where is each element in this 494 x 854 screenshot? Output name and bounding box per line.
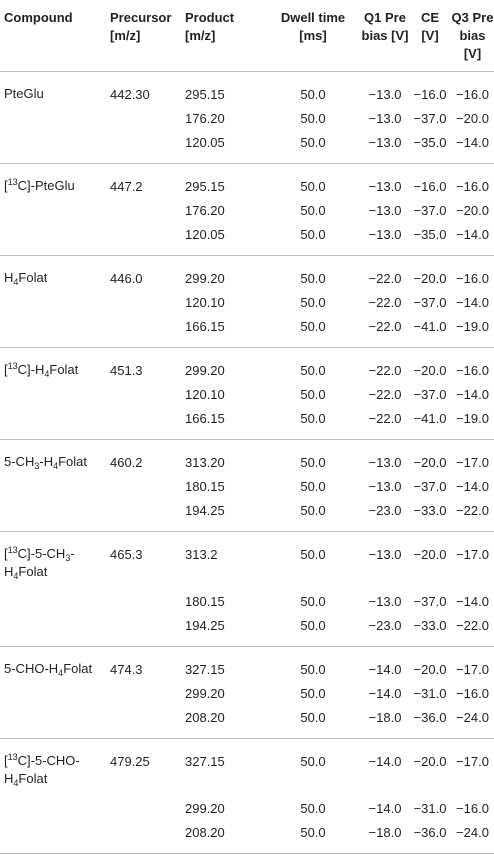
product-cell: 194.25 (185, 503, 225, 518)
header-q3-pre-bias: Q3 Pre bias [V] (451, 10, 494, 61)
dwell-time-cell: 50.0 (300, 387, 326, 402)
product-cell: 166.15 (185, 411, 225, 426)
product-cell: 313.2 (185, 547, 218, 562)
compound-cell: PteGlu (4, 86, 44, 101)
precursor-cell: 479.25 (110, 754, 150, 769)
precursor-cell (110, 225, 185, 256)
ce-cell: −37.0 (413, 594, 447, 609)
compound-cell (0, 708, 110, 739)
q1-pre-bias-cell: −13.0 (368, 87, 402, 102)
product-cell: 327.15 (185, 754, 225, 769)
ce-cell: −41.0 (413, 319, 447, 334)
ce-cell: −37.0 (413, 111, 447, 126)
compound-cell: $[^{13}C]-5-CH_3-$ $H_4Folat$ (4, 545, 75, 581)
q1-pre-bias-cell: −13.0 (368, 203, 402, 218)
product-cell: 120.10 (185, 387, 225, 402)
dwell-time-cell: 50.0 (300, 801, 326, 816)
q1-pre-bias-cell: −14.0 (368, 801, 402, 816)
precursor-cell (110, 823, 185, 854)
precursor-cell: 460.2 (110, 455, 143, 470)
dwell-time-cell: 50.0 (300, 594, 326, 609)
compound-cell (0, 477, 110, 501)
product-cell: 180.15 (185, 479, 225, 494)
q3-pre-bias-cell: −14.0 (456, 479, 489, 494)
dwell-time-cell: 50.0 (300, 179, 326, 194)
dwell-time-cell: 50.0 (300, 710, 326, 725)
ce-cell: −37.0 (413, 203, 447, 218)
ce-cell: −20.0 (413, 754, 447, 769)
dwell-time-cell: 50.0 (300, 227, 326, 242)
q3-pre-bias-cell: −16.0 (456, 363, 489, 378)
ce-cell: −41.0 (413, 411, 447, 426)
product-cell: 208.20 (185, 710, 225, 725)
q1-pre-bias-cell: −22.0 (368, 363, 402, 378)
compound-cell (0, 109, 110, 133)
q1-pre-bias-cell: −14.0 (368, 662, 402, 677)
q1-pre-bias-cell: −14.0 (368, 754, 402, 769)
precursor-cell (110, 501, 185, 532)
q3-pre-bias-cell: −20.0 (456, 111, 489, 126)
q3-pre-bias-cell: −14.0 (456, 387, 489, 402)
product-cell: 120.10 (185, 295, 225, 310)
dwell-time-cell: 50.0 (300, 547, 326, 562)
precursor-cell (110, 385, 185, 409)
dwell-time-cell: 50.0 (300, 455, 326, 470)
table-row (0, 256, 494, 294)
q1-pre-bias-cell: −22.0 (368, 271, 402, 286)
table-row (0, 501, 494, 532)
product-cell: 295.15 (185, 87, 225, 102)
precursor-cell (110, 201, 185, 225)
compound-group (0, 348, 494, 440)
table-row (0, 684, 494, 708)
dwell-time-cell: 50.0 (300, 135, 326, 150)
product-cell: 313.20 (185, 455, 225, 470)
compound-cell (0, 823, 110, 854)
dwell-time-cell: 50.0 (300, 686, 326, 701)
compound-cell (0, 684, 110, 708)
table-row (0, 440, 494, 478)
precursor-cell (110, 409, 185, 440)
product-cell: 180.15 (185, 594, 225, 609)
dwell-time-cell: 50.0 (300, 203, 326, 218)
q3-pre-bias-cell: −20.0 (456, 203, 489, 218)
dwell-time-cell: 50.0 (300, 87, 326, 102)
q3-pre-bias-cell: −16.0 (456, 271, 489, 286)
q1-pre-bias-cell: −13.0 (368, 547, 402, 562)
ce-cell: −35.0 (413, 227, 447, 242)
table-row (0, 739, 494, 800)
table-row (0, 799, 494, 823)
q1-pre-bias-cell: −23.0 (368, 618, 402, 633)
ce-cell: −31.0 (413, 801, 447, 816)
compound-cell (0, 385, 110, 409)
product-cell: 166.15 (185, 319, 225, 334)
ce-cell: −33.0 (413, 618, 447, 633)
compound-cell (0, 592, 110, 616)
table-row (0, 823, 494, 854)
precursor-cell: 474.3 (110, 662, 143, 677)
compound-cell (0, 409, 110, 440)
precursor-cell (110, 477, 185, 501)
product-cell: 299.20 (185, 686, 225, 701)
compound-cell: $5-CH_3-H_4Folat$ (4, 454, 87, 471)
precursor-cell (110, 684, 185, 708)
table-row (0, 225, 494, 256)
q3-pre-bias-cell: −14.0 (456, 594, 489, 609)
dwell-time-cell: 50.0 (300, 503, 326, 518)
ce-cell: −31.0 (413, 686, 447, 701)
dwell-time-cell: 50.0 (300, 363, 326, 378)
q3-pre-bias-cell: −16.0 (456, 686, 489, 701)
product-cell: 327.15 (185, 662, 225, 677)
dwell-time-cell: 50.0 (300, 825, 326, 840)
dwell-time-cell: 50.0 (300, 295, 326, 310)
q3-pre-bias-cell: −22.0 (456, 618, 489, 633)
compound-cell (0, 799, 110, 823)
q3-pre-bias-cell: −16.0 (456, 801, 489, 816)
q3-pre-bias-cell: −14.0 (456, 227, 489, 242)
table-header (0, 0, 494, 72)
ce-cell: −37.0 (413, 295, 447, 310)
q3-pre-bias-cell: −14.0 (456, 135, 489, 150)
q1-pre-bias-cell: −22.0 (368, 295, 402, 310)
precursor-cell (110, 616, 185, 647)
table-row (0, 109, 494, 133)
q1-pre-bias-cell: −14.0 (368, 686, 402, 701)
dwell-time-cell: 50.0 (300, 662, 326, 677)
precursor-cell: 446.0 (110, 271, 143, 286)
q3-pre-bias-cell: −24.0 (456, 825, 489, 840)
q3-pre-bias-cell: −17.0 (456, 754, 489, 769)
header-dwell-time: Dwell time [ms] (280, 10, 346, 43)
q3-pre-bias-cell: −14.0 (456, 295, 489, 310)
q3-pre-bias-cell: −16.0 (456, 179, 489, 194)
compound-group (0, 256, 494, 348)
dwell-time-cell: 50.0 (300, 271, 326, 286)
q1-pre-bias-cell: −13.0 (368, 594, 402, 609)
header-row (0, 0, 494, 72)
compound-cell (0, 501, 110, 532)
dwell-time-cell: 50.0 (300, 618, 326, 633)
precursor-cell: 451.3 (110, 363, 143, 378)
compound-group (0, 647, 494, 739)
ce-cell: −37.0 (413, 479, 447, 494)
compound-cell (0, 293, 110, 317)
header-q1-pre-bias: Q1 Pre bias [V] (361, 10, 409, 43)
product-cell: 295.15 (185, 179, 225, 194)
q1-pre-bias-cell: −18.0 (368, 710, 402, 725)
ce-cell: −16.0 (413, 87, 447, 102)
table-row (0, 293, 494, 317)
header-ce: CE [V] (420, 10, 440, 43)
product-cell: 299.20 (185, 363, 225, 378)
header-compound: Compound (4, 10, 73, 25)
ce-cell: −33.0 (413, 503, 447, 518)
q1-pre-bias-cell: −13.0 (368, 227, 402, 242)
product-cell: 208.20 (185, 825, 225, 840)
ce-cell: −20.0 (413, 547, 447, 562)
header-product: Product [m/z] (185, 10, 235, 43)
product-cell: 194.25 (185, 618, 225, 633)
ce-cell: −20.0 (413, 363, 447, 378)
compound-group (0, 440, 494, 532)
table-row (0, 201, 494, 225)
ce-cell: −37.0 (413, 387, 447, 402)
compound-cell (0, 317, 110, 348)
product-cell: 299.20 (185, 271, 225, 286)
ce-cell: −36.0 (413, 710, 447, 725)
table-row (0, 348, 494, 386)
q1-pre-bias-cell: −13.0 (368, 135, 402, 150)
q1-pre-bias-cell: −22.0 (368, 411, 402, 426)
compound-cell: $5-CHO-H_4Folat$ (4, 661, 93, 678)
precursor-cell (110, 592, 185, 616)
ce-cell: −20.0 (413, 662, 447, 677)
precursor-cell: 465.3 (110, 547, 143, 562)
table-row (0, 133, 494, 164)
table-row (0, 72, 494, 110)
product-cell: 176.20 (185, 203, 225, 218)
dwell-time-cell: 50.0 (300, 754, 326, 769)
compound-group (0, 164, 494, 256)
compound-cell (0, 616, 110, 647)
precursor-cell (110, 317, 185, 348)
q3-pre-bias-cell: −16.0 (456, 87, 489, 102)
q3-pre-bias-cell: −19.0 (456, 411, 489, 426)
precursor-cell: 447.2 (110, 179, 143, 194)
q3-pre-bias-cell: −19.0 (456, 319, 489, 334)
precursor-cell: 442.30 (110, 87, 150, 102)
q1-pre-bias-cell: −18.0 (368, 825, 402, 840)
q3-pre-bias-cell: −24.0 (456, 710, 489, 725)
table-row (0, 647, 494, 685)
dwell-time-cell: 50.0 (300, 319, 326, 334)
dwell-time-cell: 50.0 (300, 411, 326, 426)
q3-pre-bias-cell: −17.0 (456, 455, 489, 470)
compound-group (0, 532, 494, 647)
ce-cell: −35.0 (413, 135, 447, 150)
ce-cell: −16.0 (413, 179, 447, 194)
precursor-cell (110, 293, 185, 317)
table-row (0, 708, 494, 739)
compound-cell: [$^{13}$C]-PteGlu (4, 177, 75, 193)
table-row (0, 317, 494, 348)
product-cell: 176.20 (185, 111, 225, 126)
ce-cell: −36.0 (413, 825, 447, 840)
precursor-cell (110, 708, 185, 739)
product-cell: 120.05 (185, 135, 225, 150)
compound-cell (0, 133, 110, 164)
table-row (0, 409, 494, 440)
ce-cell: −20.0 (413, 271, 447, 286)
compound-cell (0, 225, 110, 256)
q1-pre-bias-cell: −22.0 (368, 387, 402, 402)
table-row (0, 477, 494, 501)
table-row (0, 164, 494, 202)
precursor-cell (110, 109, 185, 133)
q3-pre-bias-cell: −17.0 (456, 547, 489, 562)
q1-pre-bias-cell: −23.0 (368, 503, 402, 518)
product-cell: 120.05 (185, 227, 225, 242)
compound-cell: [$^{13}$C]-5-CHO- $H_4Folat$ (4, 752, 80, 788)
q3-pre-bias-cell: −22.0 (456, 503, 489, 518)
compound-cell (0, 201, 110, 225)
q3-pre-bias-cell: −17.0 (456, 662, 489, 677)
table-row (0, 592, 494, 616)
dwell-time-cell: 50.0 (300, 111, 326, 126)
product-cell: 299.20 (185, 801, 225, 816)
q1-pre-bias-cell: −22.0 (368, 319, 402, 334)
table-row (0, 532, 494, 593)
header-precursor: Precursor [m/z] (110, 10, 172, 43)
q1-pre-bias-cell: −13.0 (368, 455, 402, 470)
dwell-time-cell: 50.0 (300, 479, 326, 494)
table-row (0, 385, 494, 409)
compound-group (0, 72, 494, 164)
table-row (0, 616, 494, 647)
q1-pre-bias-cell: −13.0 (368, 179, 402, 194)
compound-cell: $[^{13}C]-H_4Folat$ (4, 361, 79, 379)
ce-cell: −20.0 (413, 455, 447, 470)
precursor-cell (110, 133, 185, 164)
precursor-cell (110, 799, 185, 823)
compound-cell: $H_4Folat$ (4, 270, 48, 287)
q1-pre-bias-cell: −13.0 (368, 479, 402, 494)
q1-pre-bias-cell: −13.0 (368, 111, 402, 126)
compound-group (0, 739, 494, 854)
